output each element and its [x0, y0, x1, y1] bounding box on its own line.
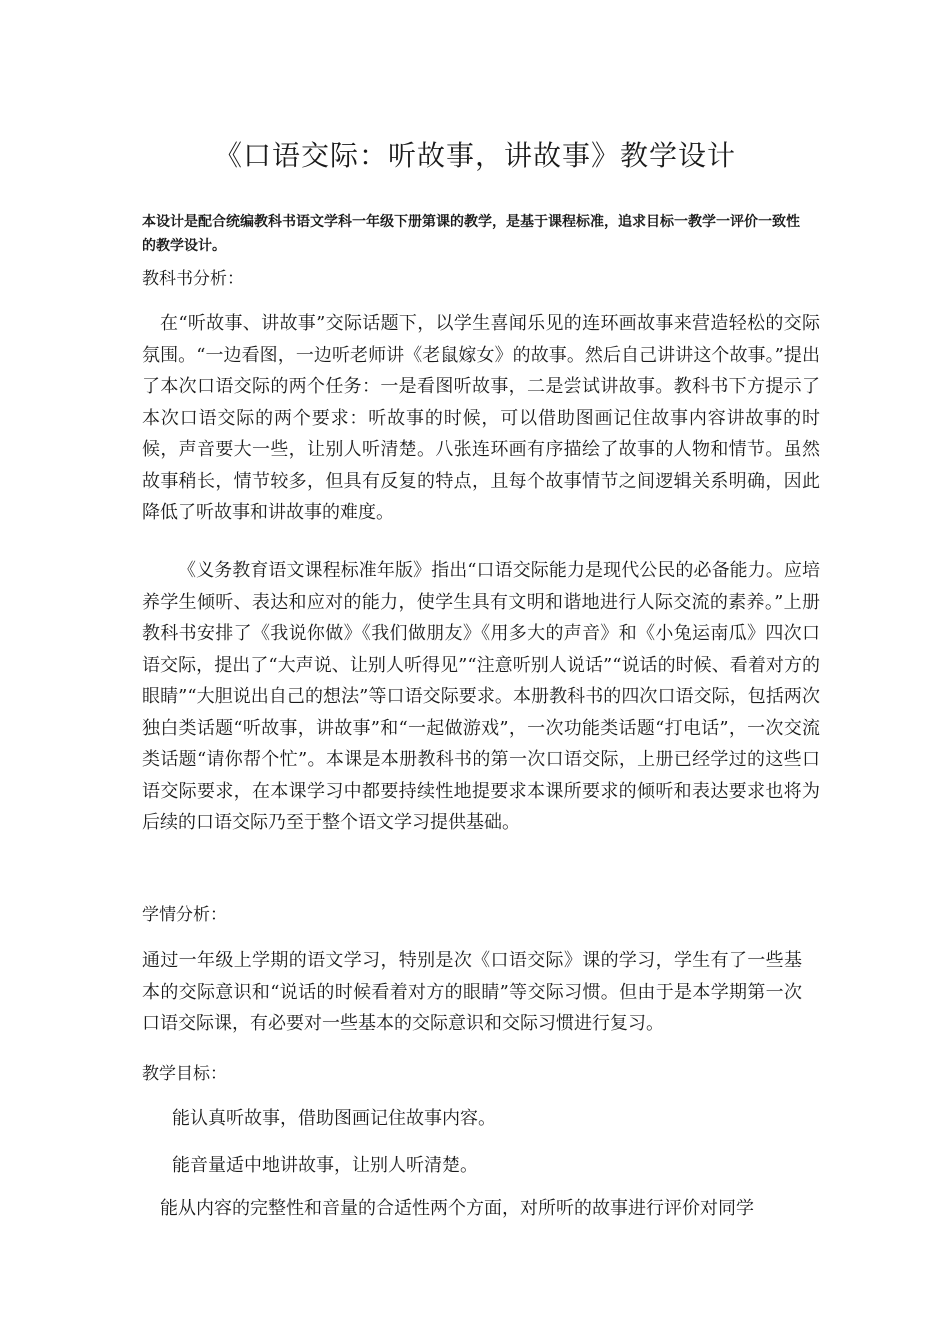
teaching-goal-2: 能音量适中地讲故事，让别人听清楚。 [172, 1155, 478, 1176]
page-title: 《口语交际：听故事，讲故事》教学设计 [213, 139, 736, 172]
textbook-analysis-paragraph-2: 《义务教育语文课程标准年版》指出“口语交际能力是现代公民的必备能力。应培养学生倾听、表达和应对的能力，使学生具有文明和谐地进行人际交流的素养。”上册教科书安排了《我说你做》《我们做朋友》《用多大的声音》和《小兔运南瓜》四次口语交际，提出了“大声说、让别人听得见”“注意听别人说话”“说话的时候、看着对方的眼睛”“大胆说出自己的想法”等口语交际要求。本册教科书的四次口语交际，包括两次独白类话题“听故事，讲故事”和“一起做游戏”，一次功能类话题“打电话”，一次交流类话题“请你帮个忙”。本课是本册教科书的第一次口语交际，上册已经学过的这些口语交际要求，在本课学习中都要持续性地提要求本课所要求的倾听和表达要求也将为后续的口语交际乃至于整个语文学习提供基础。 [142, 560, 820, 833]
teaching-goal-1: 能认真听故事，借助图画记住故事内容。 [172, 1108, 496, 1129]
intro-paragraph: 本设计是配合统编教科书语文学科一年级下册第课的教学，是基于课程标准，追求目标一教学一评价一致性的教学设计。 [142, 214, 800, 254]
textbook-analysis-heading: 教科书分析： [142, 269, 244, 289]
student-analysis-heading: 学情分析： [142, 905, 227, 925]
textbook-analysis-paragraph-1: 在“听故事、讲故事”交际话题下，以学生喜闻乐见的连环画故事来营造轻松的交际氛围。“一边看图，一边听老师讲《老鼠嫁女》的故事。然后自己讲讲这个故事。”提出了本次口语交际的两个任务：一是看图听故事，二是尝试讲故事。教科书下方提示了本次口语交际的两个要求：听故事的时候，可以借助图画记住故事内容讲故事的时候，声音要大一些，让别人听清楚。八张连环画有序描绘了故事的人物和情节。虽然故事稍长，情节较多，但具有反复的特点，且每个故事情节之间逻辑关系明确，因此降低了听故事和讲故事的难度。 [142, 313, 820, 523]
teaching-goal-3: 能从内容的完整性和音量的合适性两个方面，对所听的故事进行评价对同学 [160, 1198, 754, 1219]
teaching-goals-heading: 教学目标： [142, 1064, 227, 1084]
student-analysis-paragraph: 通过一年级上学期的语文学习，特别是次《口语交际》课的学习，学生有了一些基本的交际意识和“说话的时候看着对方的眼睛”等交际习惯。但由于是本学期第一次口语交际课，有必要对一些基本的交际意识和交际习惯进行复习。 [142, 950, 802, 1034]
